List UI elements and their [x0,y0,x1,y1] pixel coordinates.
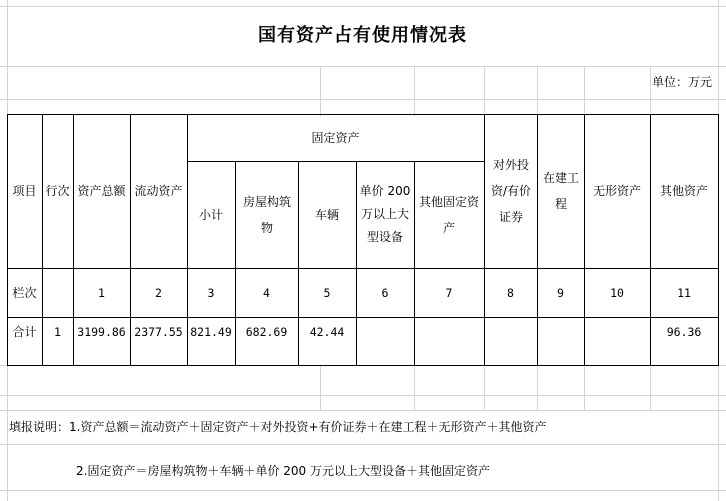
total-cell-total-assets: 3199.86 [77,325,126,339]
page-title: 国有资产占有使用情况表 [258,25,467,46]
total-cell-construction [537,317,584,347]
header-item: 项目 [12,184,37,198]
index-cell: 2 [155,285,162,300]
total-cell-current-assets: 2377.55 [134,325,183,339]
header-row-no: 行次 [45,184,70,198]
index-cell: 10 [610,285,624,300]
header-construction: 在建工程 [542,171,579,211]
index-cell: 6 [381,285,389,300]
index-row-label: 栏次 [12,285,37,300]
index-cell: 5 [323,285,331,300]
header-large-equipment: 单价 200 万以上大型设备 [359,184,411,244]
index-cell: 9 [557,285,564,300]
index-cell: 7 [445,285,453,300]
note-line-2: 2.固定资产＝房屋构筑物＋车辆＋单价 200 万元以上大型设备＋其他固定资产 [76,464,490,478]
total-cell-large-equipment [356,317,414,347]
index-cell: 11 [677,285,691,300]
total-cell-other-fixed [414,317,484,347]
header-intangible: 无形资产 [592,184,641,198]
header-buildings: 房屋构筑物 [242,194,291,235]
index-cell: 3 [207,285,215,300]
index-row-no [42,268,73,317]
header-other-assets: 其他资产 [659,184,708,198]
index-cell: 1 [98,285,105,300]
header-current-assets: 流动资产 [134,184,183,198]
index-cell: 8 [507,285,514,300]
header-subtotal: 小计 [198,207,223,222]
total-row-label: 合计 [12,325,37,339]
header-total-assets: 资产总额 [77,184,126,198]
header-other-fixed: 其他固定资产 [418,194,479,235]
header-fixed-assets: 固定资产 [311,130,360,145]
unit-label: 单位：万元 [651,75,712,89]
index-cell: 4 [263,285,270,300]
total-cell-subtotal: 821.49 [190,325,232,339]
total-cell-other-assets: 96.36 [666,325,702,339]
total-row-no: 1 [54,325,61,339]
note-line-1: 填报说明：1.资产总额＝流动资产＋固定资产＋对外投资+有价证券＋在建工程＋无形资产＋其他资产 [9,420,547,434]
header-vehicles: 车辆 [314,207,339,222]
total-cell-vehicles: 42.44 [309,325,345,339]
total-cell-buildings: 682.69 [245,325,288,339]
total-cell-intangible [584,317,650,347]
header-investments: 对外投资/有价证券 [490,158,532,224]
total-cell-investments [484,317,537,347]
